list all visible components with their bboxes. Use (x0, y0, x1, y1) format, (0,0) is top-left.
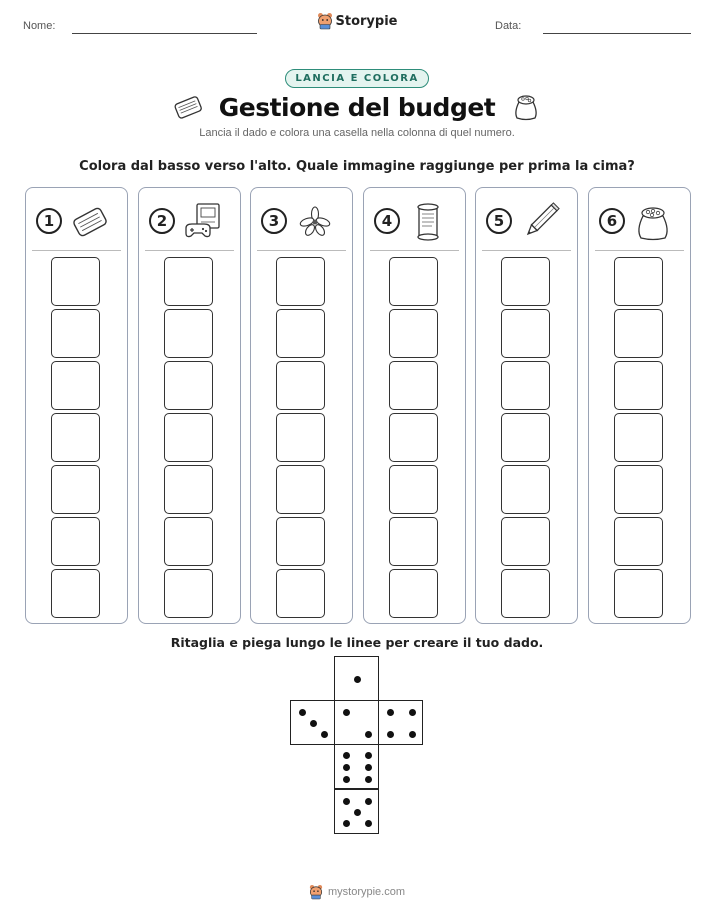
color-box[interactable] (501, 309, 550, 358)
column-number: 4 (374, 208, 400, 234)
color-box[interactable] (614, 413, 663, 462)
name-label: Nome: (23, 20, 56, 32)
date-label: Data: (495, 20, 522, 32)
leaves-icon (295, 202, 335, 242)
page-title: Gestione del budget (218, 92, 496, 122)
color-box[interactable] (164, 361, 213, 410)
color-box[interactable] (501, 569, 550, 618)
column-number: 6 (599, 208, 625, 234)
color-box[interactable] (614, 465, 663, 514)
color-box[interactable] (614, 569, 663, 618)
die-face-1 (334, 656, 379, 701)
wallet-icon (173, 95, 203, 119)
footer (0, 884, 714, 904)
color-box[interactable] (501, 361, 550, 410)
color-box[interactable] (389, 309, 438, 358)
color-box[interactable] (276, 465, 325, 514)
instructions-text: Lancia il dado e colora una casella nella colonna di quel numero. (199, 127, 515, 139)
game-console-icon (183, 202, 223, 242)
color-box[interactable] (51, 517, 100, 566)
color-box[interactable] (389, 569, 438, 618)
coin-sack-icon (511, 92, 541, 122)
brand-header (0, 12, 714, 34)
color-box[interactable] (389, 465, 438, 514)
brand-name: Storypie (335, 13, 398, 29)
column-number: 1 (36, 208, 62, 234)
color-box[interactable] (51, 309, 100, 358)
color-box[interactable] (389, 413, 438, 462)
pencil-icon (520, 202, 560, 242)
column-number: 2 (149, 208, 175, 234)
color-box[interactable] (164, 569, 213, 618)
color-box[interactable] (389, 257, 438, 306)
coin-sack-icon (633, 202, 673, 242)
color-box[interactable] (389, 361, 438, 410)
wallet-icon (70, 202, 110, 242)
color-box[interactable] (501, 257, 550, 306)
color-box[interactable] (51, 413, 100, 462)
footer-url: mystorypie.com (327, 886, 406, 898)
storypie-logo-icon (317, 12, 333, 30)
color-box[interactable] (51, 465, 100, 514)
column-5 (475, 187, 578, 624)
color-box[interactable] (614, 257, 663, 306)
column-number: 3 (261, 208, 287, 234)
color-box[interactable] (276, 309, 325, 358)
die-face-2 (334, 700, 379, 745)
color-box[interactable] (501, 413, 550, 462)
storypie-logo-icon (309, 884, 323, 900)
color-box[interactable] (501, 465, 550, 514)
column-6 (588, 187, 691, 624)
column-2 (138, 187, 241, 624)
color-box[interactable] (164, 257, 213, 306)
column-4 (363, 187, 466, 624)
column-1 (25, 187, 128, 624)
color-box[interactable] (614, 517, 663, 566)
color-box[interactable] (614, 309, 663, 358)
question-text: Colora dal basso verso l'alto. Quale immagine raggiunge per prima la cima? (79, 159, 635, 174)
activity-badge: LANCIA E COLORA (285, 69, 428, 88)
die-face-5 (334, 789, 379, 834)
column-number: 5 (486, 208, 512, 234)
color-box[interactable] (276, 413, 325, 462)
die-face-3 (290, 700, 335, 745)
color-box[interactable] (51, 569, 100, 618)
color-box[interactable] (276, 257, 325, 306)
color-box[interactable] (276, 569, 325, 618)
scroll-icon (408, 202, 448, 242)
column-3 (250, 187, 353, 624)
color-box[interactable] (276, 361, 325, 410)
color-box[interactable] (276, 517, 325, 566)
color-box[interactable] (51, 257, 100, 306)
color-box[interactable] (164, 465, 213, 514)
color-box[interactable] (389, 517, 438, 566)
color-box[interactable] (501, 517, 550, 566)
color-box[interactable] (51, 361, 100, 410)
color-box[interactable] (614, 361, 663, 410)
color-box[interactable] (164, 413, 213, 462)
title-row (0, 92, 714, 122)
color-box[interactable] (164, 517, 213, 566)
color-box[interactable] (164, 309, 213, 358)
die-face-6 (334, 744, 379, 789)
die-face-4 (378, 700, 423, 745)
cut-instructions: Ritaglia e piega lungo le linee per creare il tuo dado. (170, 635, 544, 650)
